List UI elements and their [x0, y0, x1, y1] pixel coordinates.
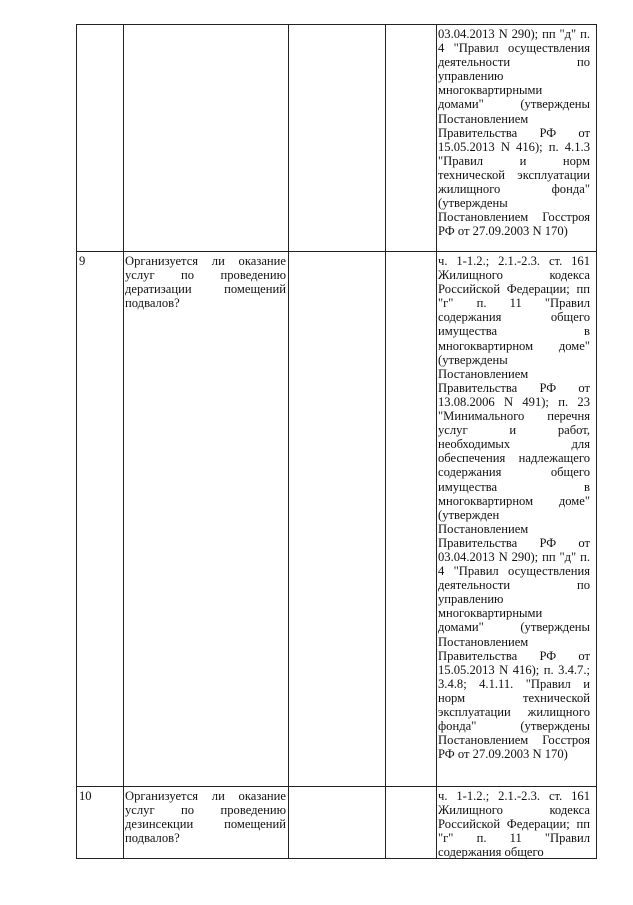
text-line: многоквартирными: [438, 83, 543, 98]
text-line: подвалов?: [125, 296, 180, 311]
text-line: услуг по проведению: [125, 268, 286, 283]
text-line: Постановлением: [438, 634, 529, 649]
text-line: фонда" (утверждены: [438, 719, 590, 734]
text-line: Организуется ли оказание: [125, 789, 286, 803]
text-line: норм технической: [438, 690, 590, 705]
text-line: 15.05.2013 N 416); п. 4.1.3: [438, 139, 590, 154]
text-line: необходимых для: [438, 437, 590, 452]
text-line: эксплуатации жилищного: [438, 705, 590, 719]
question-text: [125, 254, 286, 310]
column-divider: [288, 25, 289, 858]
text-line: 4 "Правил осуществления: [438, 564, 590, 579]
text-line: РФ от 27.09.2003 N 170): [438, 747, 568, 762]
text-line: имущества в: [438, 324, 590, 339]
text-line: "г" п. 11 "Правил: [438, 296, 590, 311]
text-line: 03.04.2013 N 290); пп "д" п.: [438, 27, 590, 41]
text-line: управлению: [438, 592, 504, 607]
text-line: 3.4.8; 4.1.11. "Правил и: [438, 676, 590, 691]
text-line: имущества в: [438, 479, 590, 494]
text-line: ч. 1-1.2.; 2.1.-2.3. ст. 161: [438, 789, 590, 803]
text-line: дератизации помещений: [125, 282, 286, 297]
text-line: Жилищного кодекса: [438, 268, 590, 283]
text-line: Правительства РФ от: [438, 648, 590, 663]
legal-reference: [438, 27, 590, 238]
text-line: (утверждены: [438, 352, 508, 367]
text-line: содержания общего: [438, 465, 590, 480]
text-line: Российской Федерации; пп: [438, 817, 590, 832]
text-line: содержания общего: [438, 310, 590, 325]
text-line: услуг и работ,: [438, 423, 590, 438]
column-divider: [385, 25, 386, 858]
text-line: Постановлением: [438, 111, 529, 126]
column-divider: [123, 25, 124, 858]
question-text: [125, 789, 286, 845]
text-line: Постановлением Госстроя: [438, 733, 590, 748]
text-line: подвалов?: [125, 831, 180, 846]
text-line: управлению: [438, 69, 504, 84]
text-line: Правительства РФ от: [438, 125, 590, 140]
text-line: "Правил и норм: [438, 153, 590, 168]
text-line: Организуется ли оказание: [125, 254, 286, 268]
column-divider: [436, 25, 437, 858]
legal-reference: [438, 254, 590, 761]
row-number: 9: [79, 254, 86, 268]
text-line: 03.04.2013 N 290); пп "д" п.: [438, 549, 590, 564]
text-line: РФ от 27.09.2003 N 170): [438, 224, 568, 239]
text-line: домами" (утверждены: [438, 97, 590, 112]
text-line: "Минимального перечня: [438, 409, 590, 424]
text-line: содержания общего: [438, 845, 544, 860]
text-line: Правительства РФ от: [438, 380, 590, 395]
text-line: (утвержден: [438, 507, 500, 522]
text-line: Постановлением: [438, 366, 529, 381]
text-line: технической эксплуатации: [438, 167, 590, 182]
text-line: жилищного фонда": [438, 182, 590, 197]
legal-reference: [438, 789, 590, 859]
row-divider: [77, 251, 596, 252]
text-line: обеспечения надлежащего: [438, 451, 590, 466]
row-number: 10: [79, 789, 92, 803]
text-line: домами" (утверждены: [438, 620, 590, 635]
text-line: 4 "Правил осуществления: [438, 41, 590, 56]
text-line: услуг по проведению: [125, 803, 286, 818]
text-line: Российской Федерации; пп: [438, 282, 590, 297]
text-line: Жилищного кодекса: [438, 803, 590, 818]
text-line: 13.08.2006 N 491); п. 23: [438, 394, 590, 409]
text-line: Правительства РФ от: [438, 535, 590, 550]
text-line: дезинсекции помещений: [125, 817, 286, 832]
text-line: многоквартирном доме": [438, 493, 590, 508]
text-line: 15.05.2013 N 416); п. 3.4.7.;: [438, 662, 590, 677]
row-divider: [77, 786, 596, 787]
text-line: деятельности по: [438, 578, 590, 593]
text-line: (утверждены: [438, 196, 508, 211]
text-line: многоквартирными: [438, 606, 543, 621]
text-line: Постановлением Госстроя: [438, 210, 590, 225]
text-line: многоквартирном доме": [438, 338, 590, 353]
text-line: "г" п. 11 "Правил: [438, 831, 590, 846]
checklist-table: [76, 24, 597, 859]
text-line: Постановлением: [438, 521, 529, 536]
text-line: деятельности по: [438, 55, 590, 70]
text-line: ч. 1-1.2.; 2.1.-2.3. ст. 161: [438, 254, 590, 268]
